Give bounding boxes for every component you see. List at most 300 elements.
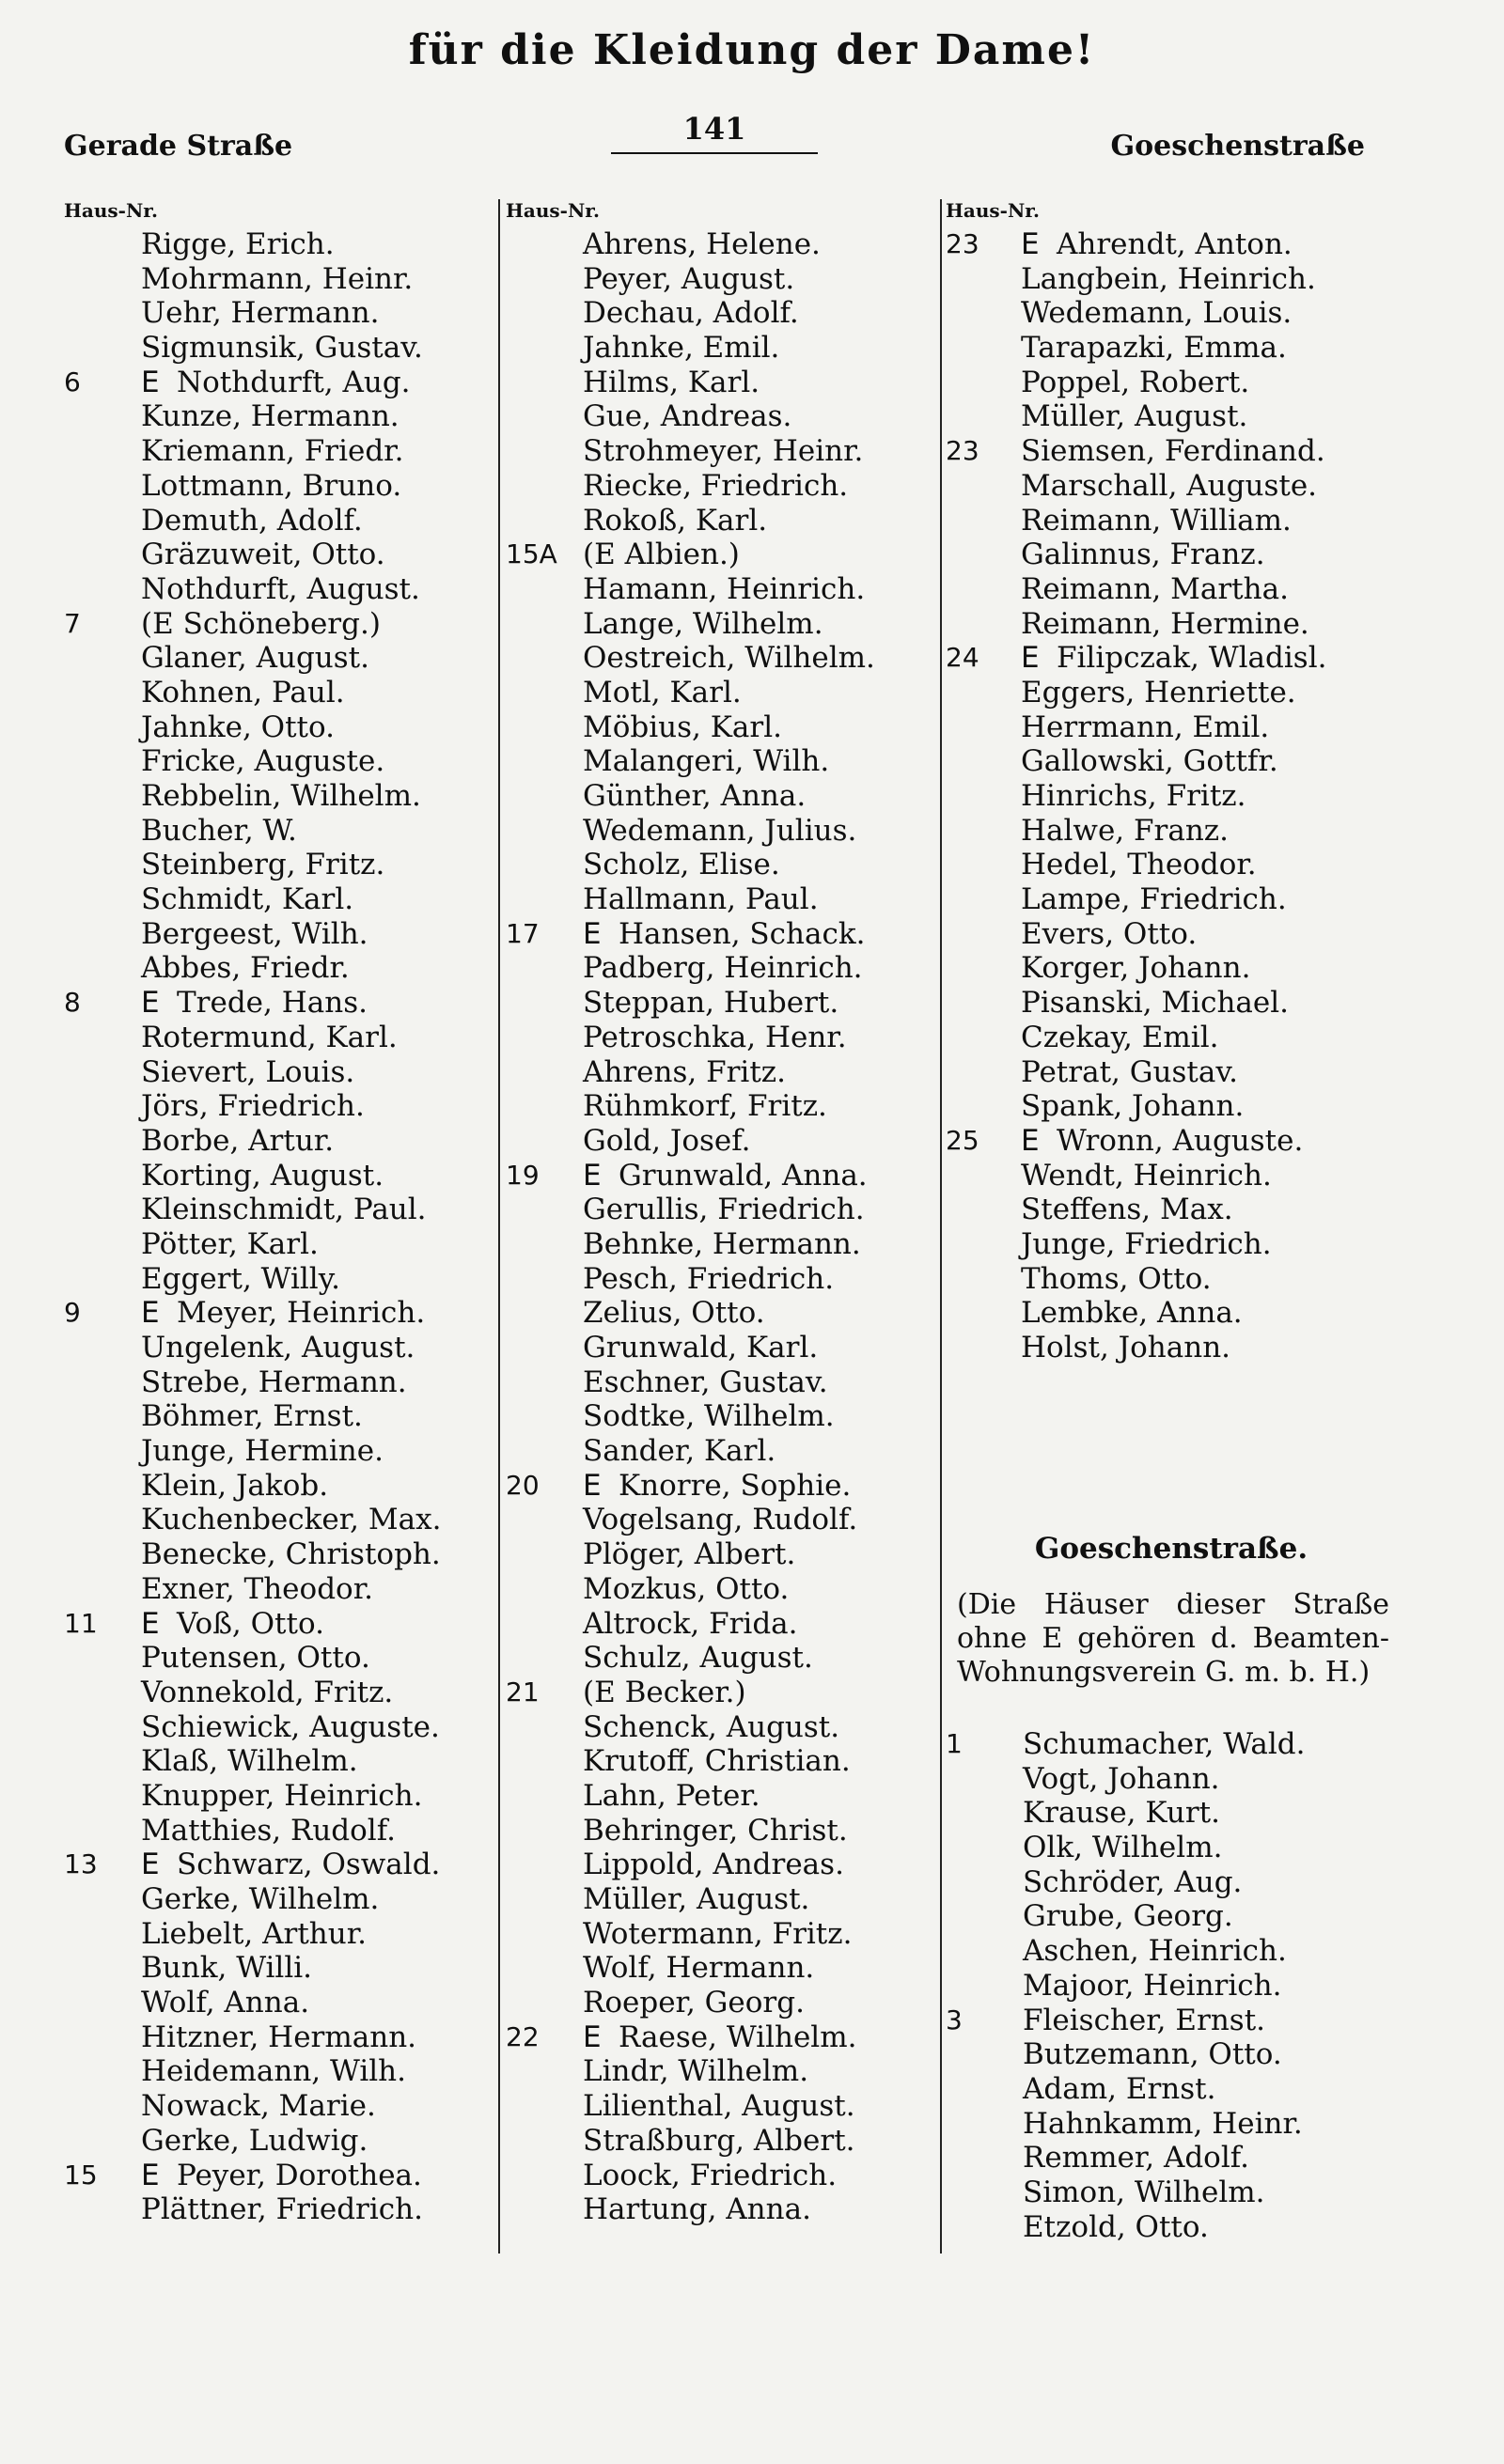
resident-name: Strohmeyer, Heinr. [583,434,864,469]
list-item [946,296,1397,331]
resident-name: Etzold, Otto. [1023,2209,1209,2244]
resident-name: Herrmann, Emil. [1021,710,1270,744]
list-item [506,1262,940,1297]
list-item [506,504,940,538]
resident-name: Pesch, Friedrich. [583,1261,835,1296]
list-item [946,779,1397,814]
list-item [64,1021,498,1055]
house-number: 9 [64,1297,81,1329]
list-item [64,2159,498,2193]
list-item [946,1124,1397,1159]
owner-marker: E [1021,1123,1040,1158]
resident-name: Padberg, Heinrich. [583,951,863,986]
resident-name: Strebe, Hermann. [141,1365,407,1399]
list-item [946,1969,1397,2004]
resident-name: Günther, Anna. [583,779,807,813]
resident-name: Hansen, Schack. [619,916,866,951]
list-item [64,296,498,331]
resident-name: Jahnke, Emil. [583,331,780,366]
list-item [64,1814,498,1848]
resident-name: Siemsen, Ferdinand. [1021,434,1325,469]
list-item [506,1848,940,1882]
list-item [506,1710,940,1745]
resident-name: Krause, Kurt. [1023,1796,1220,1831]
list-item [506,2159,940,2193]
list-item [946,641,1397,676]
resident-name: Halwe, Franz. [1021,813,1229,848]
resident-name: Marschall, Auguste. [1021,468,1318,503]
list-item [946,814,1397,849]
owner-marker: E [141,986,160,1021]
resident-name: Jahnke, Otto. [141,710,335,744]
list-item [946,1089,1397,1124]
list-item [506,1399,940,1434]
resident-name: Kunze, Hermann. [141,399,400,434]
resident-name: Eschner, Gustav. [583,1365,828,1399]
list-item [64,1227,498,1262]
resident-name: Gallowski, Gottfr. [1021,744,1278,779]
list-item [506,1021,940,1055]
list-item [946,1055,1397,1090]
resident-name: Behnke, Hermann. [583,1226,861,1261]
column-header: Haus-Nr. [946,199,1040,222]
resident-name: Nowack, Marie. [141,2089,376,2124]
resident-name: Korger, Johann. [1021,951,1251,986]
resident-name: Remmer, Adolf. [1023,2141,1249,2175]
resident-name: Zelius, Otto. [583,1296,765,1331]
resident-name: Uehr, Hermann. [141,296,380,331]
house-number: 25 [946,1124,979,1156]
resident-name: Gerke, Wilhelm. [141,1882,380,1916]
house-number: 22 [506,2020,540,2052]
resident-name: Rokoß, Karl. [583,503,768,538]
resident-name: Hallmann, Paul. [583,882,819,917]
resident-name: Meyer, Heinrich. [177,1296,426,1331]
column-header: Haus-Nr. [64,199,158,222]
owner-marker: E [141,1848,160,1882]
list-item [64,882,498,917]
owner-marker: E [583,2020,602,2054]
resident-name: Poppel, Robert. [1021,365,1250,399]
house-number: 1 [946,1728,963,1759]
list-item [64,572,498,607]
list-item [506,1227,940,1262]
list-item [506,1986,940,2020]
resident-name: Krutoff, Christian. [583,1744,851,1779]
list-item [64,607,498,642]
resident-name: Plöger, Albert. [583,1537,796,1572]
list-item [64,779,498,814]
list-item [506,227,940,262]
resident-name: Thoms, Otto. [1021,1261,1212,1296]
owner-marker: E [1021,641,1040,676]
resident-name: Galinnus, Franz. [1021,538,1265,572]
list-item [64,262,498,297]
resident-name: Rebbelin, Wilhelm. [141,779,421,813]
resident-name: Klein, Jakob. [141,1468,329,1503]
resident-name: Sigmunsik, Gustav. [141,331,423,366]
list-item [946,710,1397,745]
list-item [64,1399,498,1434]
list-item [506,882,940,917]
resident-name: Peyer, Dorothea. [177,2158,422,2192]
resident-name: Loock, Friedrich. [583,2158,838,2192]
resident-name: Hahnkamm, Heinr. [1023,2106,1303,2141]
list-item [506,469,940,504]
list-item [506,572,940,607]
resident-name: Demuth, Adolf. [141,503,363,538]
list-item [506,538,940,572]
resident-name: Putensen, Otto. [141,1641,370,1676]
list-item [506,2192,940,2227]
resident-name: Pötter, Karl. [141,1226,319,1261]
list-item [506,917,940,952]
column-divider [940,199,942,2253]
house-number: 21 [506,1676,540,1708]
list-item [64,1262,498,1297]
list-item [506,1193,940,1227]
resident-name: Voß, Otto. [177,1606,324,1641]
resident-name: Korting, August. [141,1158,384,1193]
house-number: 13 [64,1848,98,1880]
list-item [946,572,1397,607]
resident-name: Hinrichs, Fritz. [1021,779,1246,813]
resident-name: Schmidt, Karl. [141,882,354,917]
list-item [506,1917,940,1952]
resident-name: Wronn, Auguste. [1057,1123,1304,1158]
list-item [64,2192,498,2227]
resident-name: Lippold, Andreas. [583,1848,844,1882]
list-item [946,2141,1397,2175]
list-item [946,1262,1397,1297]
list-item [946,1727,1397,1762]
house-number: 20 [506,1469,540,1501]
resident-name: Hamann, Heinrich. [583,571,866,606]
list-item [946,1193,1397,1227]
list-item [506,434,940,469]
resident-name: Butzemann, Otto. [1023,2037,1282,2072]
house-number: 19 [506,1159,540,1191]
list-item [64,1159,498,1193]
resident-name: Kohnen, Paul. [141,675,345,710]
resident-name: Rigge, Erich. [141,227,335,261]
list-item [64,1779,498,1814]
list-item [506,1882,940,1917]
list-item [506,779,940,814]
list-item [64,1641,498,1676]
resident-name: Vogelsang, Rudolf. [583,1503,858,1537]
list-item [64,951,498,986]
list-item [946,951,1397,986]
list-item [506,296,940,331]
list-item [64,1193,498,1227]
header-right-street: Goeschenstraße [1110,130,1365,163]
owner-marker: E [141,2158,160,2192]
resident-name: Kleinschmidt, Paul. [141,1193,427,1227]
list-item [64,469,498,504]
resident-name: Kriemann, Friedr. [141,434,404,469]
list-item [506,1572,940,1607]
resident-name: Scholz, Elise. [583,848,780,882]
resident-name: Majoor, Heinrich. [1023,1968,1282,2003]
resident-name: Vonnekold, Fritz. [141,1675,394,1709]
resident-name: Grunwald, Karl. [583,1331,819,1365]
resident-name: (E Becker.) [583,1675,746,1709]
list-item [946,2004,1397,2038]
resident-name: Jörs, Friedrich. [141,1089,365,1124]
list-item [64,331,498,366]
resident-name: Lange, Wilhelm. [583,606,823,641]
resident-name: Klaß, Wilhelm. [141,1744,358,1779]
list-item [64,2089,498,2124]
resident-name: Grunwald, Anna. [619,1158,868,1193]
resident-name: Nothdurft, Aug. [177,365,411,399]
list-item [946,366,1397,400]
house-number: 15 [64,2159,98,2191]
list-item [64,986,498,1021]
list-item [506,710,940,745]
resident-name: Wolf, Anna. [141,1986,310,2020]
column-divider [498,199,500,2253]
list-item [506,1089,940,1124]
resident-name: Borbe, Artur. [141,1123,335,1158]
resident-name: Grube, Georg. [1023,1899,1233,1934]
resident-name: (E Schöneberg.) [141,606,381,641]
list-item [506,1641,940,1676]
list-item [64,641,498,676]
resident-name: Hedel, Theodor. [1021,848,1257,882]
resident-name: Reimann, William. [1021,503,1292,538]
resident-name: Sievert, Louis. [141,1054,355,1089]
list-item [64,227,498,262]
resident-name: Lilienthal, August. [583,2089,855,2124]
list-item [506,1159,940,1193]
resident-name: Kuchenbecker, Max. [141,1503,442,1537]
list-item [506,331,940,366]
list-item [506,1055,940,1090]
house-number: 8 [64,987,81,1019]
list-item [64,1089,498,1124]
resident-name: Rühmkorf, Fritz. [583,1089,827,1124]
list-item [64,1572,498,1607]
resident-name: Ahrens, Fritz. [583,1054,786,1089]
resident-name: Lembke, Anna. [1021,1296,1243,1331]
resident-name: Heidemann, Wilh. [141,2054,406,2089]
list-item [506,848,940,882]
list-item [64,1710,498,1745]
list-item [506,1503,940,1537]
house-number: 6 [64,366,81,398]
section-title: Goeschenstraße. [1034,1532,1308,1566]
list-item [506,366,940,400]
header-left-street: Gerade Straße [64,130,293,163]
resident-name: Junge, Friedrich. [1021,1226,1272,1261]
resident-name: Ahrendt, Anton. [1057,227,1292,261]
resident-name: Roeper, Georg. [583,1986,805,2020]
list-item [506,1814,940,1848]
list-item [64,2020,498,2055]
resident-name: Simon, Wilhelm. [1023,2175,1265,2209]
list-item [64,1365,498,1400]
list-item [506,676,940,710]
resident-name: Nothdurft, August. [141,571,420,606]
resident-name: Plättner, Friedrich. [141,2192,423,2227]
resident-name: Riecke, Friedrich. [583,468,849,503]
list-item [506,1124,940,1159]
resident-name: Hartung, Anna. [583,2192,811,2227]
list-item [946,2072,1397,2107]
list-item [506,2089,940,2124]
section-note: (Die Häuser dieser Straße ohne E gehören d. Beamten-Wohnungsverein G. m. b. H.) [957,1588,1389,1689]
list-item [506,1331,940,1365]
list-item [506,1537,940,1572]
list-item [64,1986,498,2020]
list-item [946,882,1397,917]
resident-name: Lampe, Friedrich. [1021,882,1287,917]
resident-name: Mozkus, Otto. [583,1571,790,1606]
list-item [64,917,498,952]
house-number: 23 [946,435,979,467]
list-item [946,2210,1397,2245]
list-item [506,1607,940,1642]
house-number: 23 [946,228,979,259]
resident-name: Gräzuweit, Otto. [141,538,385,572]
resident-name: Sodtke, Wilhelm. [583,1399,835,1434]
list-item [946,744,1397,779]
resident-name: Behringer, Christ. [583,1813,848,1848]
list-item [506,1434,940,1469]
list-item [64,676,498,710]
resident-name: Filipczak, Wladisl. [1057,641,1327,676]
resident-name: Schenck, August. [583,1709,840,1744]
resident-name: Pisanski, Michael. [1021,986,1290,1021]
list-item [64,1124,498,1159]
resident-name: Glaner, August. [141,641,369,676]
list-item [64,2054,498,2089]
list-item [506,951,940,986]
resident-name: Trede, Hans. [177,986,368,1021]
list-item [64,1469,498,1504]
resident-name: Motl, Karl. [583,675,742,710]
resident-name: Holst, Johann. [1021,1331,1231,1365]
list-item [946,434,1397,469]
list-item [64,1434,498,1469]
resident-name: Exner, Theodor. [141,1571,373,1606]
list-item [64,504,498,538]
list-item [506,744,940,779]
list-item [946,1762,1397,1797]
resident-name: (E Albien.) [583,538,740,572]
owner-marker: E [583,916,602,951]
resident-name: Tarapazki, Emma. [1021,331,1287,366]
owner-marker: E [583,1158,602,1193]
list-item [946,1227,1397,1262]
owner-marker: E [141,1296,160,1331]
column-1 [64,194,498,2227]
owner-marker: E [141,365,160,399]
resident-name: Steppan, Hubert. [583,986,839,1021]
column-3 [946,194,1397,1365]
resident-name: Langbein, Heinrich. [1021,261,1316,296]
resident-name: Schiewick, Auguste. [141,1709,440,1744]
list-item [64,1331,498,1365]
resident-name: Gerullis, Friedrich. [583,1193,865,1227]
list-item [946,676,1397,710]
resident-name: Altrock, Frida. [583,1606,798,1641]
list-item [64,1055,498,1090]
list-item [946,469,1397,504]
page-banner: für die Kleidung der Dame! [408,26,1096,74]
resident-name: Bergeest, Wilh. [141,916,368,951]
list-item [946,1934,1397,1969]
list-item [64,1676,498,1710]
resident-name: Vogt, Johann. [1023,1761,1220,1796]
resident-name: Gue, Andreas. [583,399,792,434]
resident-name: Lottmann, Bruno. [141,468,402,503]
list-item [506,1676,940,1710]
resident-name: Schumacher, Wald. [1023,1727,1306,1761]
list-item [64,434,498,469]
list-item [64,1503,498,1537]
resident-name: Knupper, Heinrich. [141,1778,423,1813]
resident-name: Ahrens, Helene. [583,227,821,261]
resident-name: Steffens, Max. [1021,1193,1233,1227]
resident-name: Peyer, August. [583,261,795,296]
resident-name: Olk, Wilhelm. [1023,1831,1223,1865]
house-number: 15A [506,538,557,570]
list-item [946,262,1397,297]
list-item [64,538,498,572]
resident-name: Malangeri, Wilh. [583,744,830,779]
list-item [946,399,1397,434]
list-item [946,1796,1397,1831]
column-header: Haus-Nr. [506,199,600,222]
resident-name: Liebelt, Arthur. [141,1916,367,1951]
list-item [64,1296,498,1331]
list-item [64,1537,498,1572]
house-number: 11 [64,1607,98,1639]
list-item [506,2124,940,2159]
list-item [64,1848,498,1882]
resident-name: Wolf, Hermann. [583,1951,815,1986]
list-item [946,1021,1397,1055]
list-item [946,1899,1397,1934]
list-item [64,710,498,745]
resident-name: Schwarz, Oswald. [177,1848,441,1882]
resident-name: Wendt, Heinrich. [1021,1158,1272,1193]
list-item [506,2020,940,2055]
list-item [506,1779,940,1814]
resident-name: Oestreich, Wilhelm. [583,641,875,676]
resident-name: Bunk, Willi. [141,1951,313,1986]
list-item [946,2037,1397,2072]
resident-name: Petroschka, Henr. [583,1020,847,1054]
resident-name: Lahn, Peter. [583,1778,760,1813]
house-number: 17 [506,917,540,949]
list-item [946,2175,1397,2210]
list-item [64,848,498,882]
list-item [64,2124,498,2159]
list-item [506,399,940,434]
resident-name: Fricke, Auguste. [141,744,385,779]
resident-name: Benecke, Christoph. [141,1537,441,1572]
resident-name: Adam, Ernst. [1023,2071,1216,2106]
list-item [64,1917,498,1952]
resident-name: Wotermann, Fritz. [583,1916,853,1951]
resident-name: Junge, Hermine. [141,1434,384,1469]
resident-name: Wedemann, Louis. [1021,296,1292,331]
resident-name: Petrat, Gustav. [1021,1054,1239,1089]
